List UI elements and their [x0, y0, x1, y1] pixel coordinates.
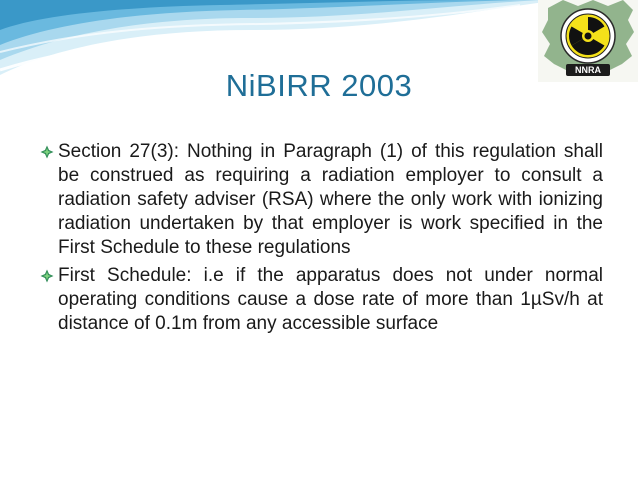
diamond-bullet-icon: [40, 269, 54, 283]
bullet-list: [40, 140, 603, 340]
bullet-text: First Schedule: i.e if the apparatus does not under normal operating conditions cause a dose rate of more than 1µSv/h at distance of 0.1m from any accessible surface: [58, 265, 603, 334]
bullet-text: Section 27(3): Nothing in Paragraph (1) of this regulation shall be construed as requiring a radiation employer to consult a radiation safety adviser (RSA) where the only work with ionizing radiation undertaken by that employer is work specified in the First Schedule to these regulations: [58, 141, 603, 258]
diamond-bullet-icon: [40, 145, 54, 159]
slide-title: NiBIRR 2003: [225, 68, 413, 103]
bullet-item-section-27: [40, 140, 603, 260]
logo-text: NNRA: [575, 65, 601, 75]
bullet-item-first-schedule: [40, 264, 603, 336]
